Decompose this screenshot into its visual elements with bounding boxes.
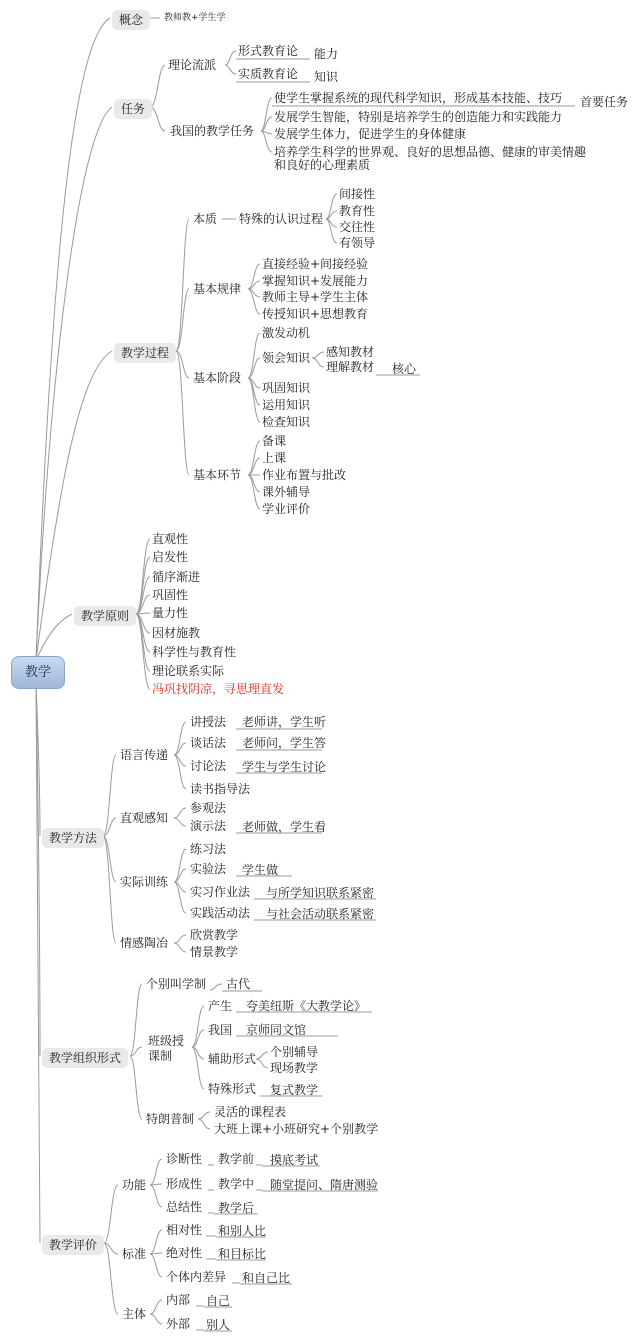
eval-summative-time: 教学后 — [218, 1201, 255, 1215]
eval-relative-note: 和别人比 — [218, 1224, 267, 1238]
task-china-item-4: 培养学生科学的世界观、良好的思想品德、健康的审美情趣 — [274, 145, 587, 159]
principle-mnemonic: 冯巩找阴凉，寻思理直发 — [152, 682, 285, 696]
org-china-note: 京师同文馆 — [246, 1023, 307, 1037]
principle-item-8: 理论联系实际 — [152, 664, 225, 678]
org-special-note: 复式教学 — [270, 1083, 319, 1097]
method-discuss-note: 学生与学生讨论 — [242, 760, 327, 774]
process-essence: 本质 — [193, 212, 218, 226]
process-stage-perceive: 感知教材 — [326, 345, 375, 359]
process-stage-core: 核心 — [392, 362, 417, 376]
eval-formative-time: 教学中 — [218, 1177, 255, 1191]
org-aux-1: 个别辅导 — [270, 1045, 319, 1059]
eval-diagnostic: 诊断性 — [166, 1152, 203, 1166]
principle-node: 教学原则 — [74, 606, 136, 626]
eval-absolute: 绝对性 — [166, 1246, 203, 1260]
method-talk: 谈话法 — [190, 736, 227, 750]
org-origin-note: 夸美纽斯《大教学论》 — [246, 999, 367, 1013]
eval-standard: 标准 — [122, 1247, 147, 1261]
task-china-item-2: 发展学生智能，特别是培养学生的创造能力和实践能力 — [274, 110, 563, 124]
process-stage-apply: 运用知识 — [262, 398, 311, 412]
org-trump-2: 大班上课+小班研究+个别教学 — [214, 1122, 379, 1136]
method-emotion: 情感陶冶 — [120, 936, 169, 950]
org-trump-1: 灵活的课程表 — [214, 1105, 287, 1119]
process-law-3: 教师主导+学生主体 — [262, 290, 369, 304]
process-stage: 基本阶段 — [193, 371, 242, 385]
org-origin: 产生 — [208, 999, 233, 1013]
method-node: 教学方法 — [42, 828, 104, 848]
method-activity-note: 与社会活动联系紧密 — [266, 907, 375, 921]
org-special: 特殊形式 — [208, 1082, 257, 1096]
eval-diagnostic-time: 教学前 — [218, 1152, 255, 1166]
task-material-note: 知识 — [314, 70, 339, 84]
method-visual: 直观感知 — [120, 811, 169, 825]
task-china-item-3: 发展学生体力，促进学生的身体健康 — [274, 127, 467, 141]
eval-formative-note: 随堂提问、隋唐测验 — [270, 1178, 379, 1192]
principle-item-7: 科学性与教育性 — [152, 645, 237, 659]
principle-item-4: 巩固性 — [152, 588, 189, 602]
org-china: 我国 — [208, 1023, 233, 1037]
org-aux-2: 现场教学 — [270, 1061, 319, 1075]
task-china-item-5: 和良好的心理素质 — [274, 158, 371, 172]
task-primary: 首要任务 — [580, 95, 629, 109]
task-formal: 形式教育论 — [238, 44, 299, 58]
eval-absolute-note: 和目标比 — [218, 1247, 267, 1261]
process-link-2: 上课 — [262, 451, 287, 465]
method-demo: 演示法 — [190, 819, 227, 833]
task-node: 任务 — [114, 99, 152, 119]
method-experiment-note: 学生做 — [242, 863, 279, 877]
task-schools: 理论流派 — [168, 58, 217, 72]
process-stage-motivate: 激发动机 — [262, 326, 311, 340]
evaluation-node: 教学评价 — [42, 1235, 104, 1255]
process-stage-check: 检查知识 — [262, 415, 311, 429]
method-emotion-2: 情景教学 — [190, 945, 239, 959]
method-activity: 实践活动法 — [190, 906, 251, 920]
process-essence-4: 有领导 — [339, 236, 376, 250]
process-essence-1: 间接性 — [339, 187, 376, 201]
eval-external: 外部 — [166, 1317, 191, 1331]
principle-item-3: 循序渐进 — [152, 570, 201, 584]
method-experiment: 实验法 — [190, 862, 227, 876]
task-china: 我国的教学任务 — [170, 124, 255, 138]
method-visit: 参观法 — [190, 801, 227, 815]
org-class-line1: 班级授 — [148, 1034, 185, 1048]
principle-item-1: 直观性 — [152, 532, 189, 546]
process-stage-consolidate: 巩固知识 — [262, 381, 311, 395]
method-language: 语言传递 — [120, 748, 169, 762]
principle-item-6: 因材施教 — [152, 626, 201, 640]
process-law-4: 传授知识+思想教育 — [262, 307, 369, 321]
process-stage-understand: 理解教材 — [326, 360, 375, 374]
org-aux: 辅助形式 — [208, 1052, 257, 1066]
method-reading: 读书指导法 — [190, 782, 251, 796]
process-law-1: 直接经验+间接经验 — [262, 257, 369, 271]
method-emotion-1: 欣赏教学 — [190, 928, 239, 942]
eval-external-note: 别人 — [206, 1318, 231, 1332]
eval-internal-note: 自己 — [206, 1294, 231, 1308]
eval-individual: 个体内差异 — [166, 1270, 227, 1284]
process-essence-3: 交往性 — [339, 220, 376, 234]
process-law-2: 掌握知识+发展能力 — [262, 274, 369, 288]
method-practice: 实际训练 — [120, 875, 169, 889]
process-link-3: 作业布置与批改 — [262, 468, 347, 482]
eval-function: 功能 — [122, 1178, 147, 1192]
org-class-line2: 课制 — [148, 1049, 173, 1063]
org-individual: 个别叫学制 — [146, 977, 207, 991]
task-material: 实质教育论 — [238, 67, 299, 81]
org-trump: 特朗普制 — [146, 1112, 195, 1126]
process-law: 基本规律 — [193, 282, 242, 296]
process-link: 基本环节 — [193, 468, 242, 482]
process-stage-comprehend: 领会知识 — [262, 351, 311, 365]
method-lecture: 讲授法 — [190, 715, 227, 729]
eval-subject: 主体 — [122, 1307, 147, 1321]
process-link-5: 学业评价 — [262, 502, 311, 516]
method-exercise: 练习法 — [190, 842, 227, 856]
method-internship: 实习作业法 — [190, 885, 251, 899]
principle-item-5: 量力性 — [152, 606, 189, 620]
process-essence-2: 教育性 — [339, 204, 376, 218]
method-internship-note: 与所学知识联系紧密 — [266, 886, 375, 900]
concept-child: 教师教+学生学 — [164, 13, 226, 23]
method-discuss: 讨论法 — [190, 759, 227, 773]
principle-item-2: 启发性 — [152, 550, 189, 564]
method-lecture-note: 老师讲，学生听 — [242, 715, 327, 729]
process-link-1: 备课 — [262, 434, 287, 448]
method-talk-note: 老师问，学生答 — [242, 736, 327, 750]
eval-internal: 内部 — [166, 1293, 191, 1307]
concept-node: 概念 — [112, 10, 150, 30]
eval-formative: 形成性 — [166, 1177, 203, 1191]
process-essence-child: 特殊的认识过程 — [239, 212, 324, 226]
method-demo-note: 老师做，学生看 — [242, 820, 327, 834]
org-individual-note: 古代 — [226, 977, 251, 991]
process-node: 教学过程 — [114, 343, 176, 363]
eval-summative: 总结性 — [166, 1200, 203, 1214]
eval-relative: 相对性 — [166, 1223, 203, 1237]
eval-diagnostic-note: 摸底考试 — [270, 1153, 319, 1167]
task-china-item-1: 使学生掌握系统的现代科学知识，形成基本技能、技巧 — [274, 91, 563, 105]
eval-individual-note: 和自己比 — [242, 1271, 291, 1285]
process-link-4: 课外辅导 — [262, 485, 311, 499]
task-formal-note: 能力 — [314, 47, 339, 61]
root-node: 教学 — [11, 656, 65, 689]
organization-node: 教学组织形式 — [42, 1048, 128, 1068]
